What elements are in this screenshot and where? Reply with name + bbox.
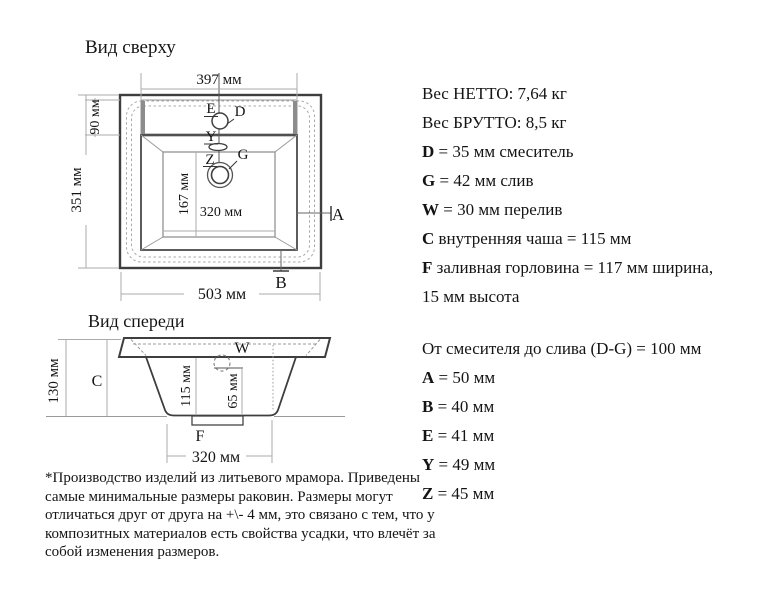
spec-key: Z — [422, 484, 434, 503]
spec-key: D — [422, 142, 435, 161]
spec-key: B — [422, 397, 434, 416]
spec-text: = 41 мм — [433, 426, 495, 445]
spec-text: 15 мм высота — [422, 287, 520, 306]
spec-text: = 49 мм — [434, 455, 496, 474]
spec-key: F — [422, 258, 433, 277]
label-d: D — [234, 104, 246, 120]
spec-line-dg-distance — [422, 334, 757, 363]
dim-bottom-width: 320 мм — [191, 449, 241, 466]
spec-line-e — [422, 421, 757, 450]
front-view-diagram — [35, 333, 350, 468]
spec-text: Вес БРУТТО: 8,5 кг — [422, 113, 567, 132]
spec-text: = 42 мм слив — [435, 171, 534, 190]
spec-list — [422, 79, 757, 508]
label-g: G — [237, 147, 249, 163]
spec-key: W — [422, 200, 439, 219]
label-f: F — [195, 428, 205, 445]
top-view-title: Вид сверху — [85, 37, 176, 58]
dim-deck-depth: 90 мм — [88, 99, 103, 135]
spec-line-y — [422, 450, 757, 479]
spec-key: Y — [422, 455, 435, 474]
front-view-title: Вид спереди — [88, 311, 185, 331]
dim-inner-depth: 115 мм — [179, 365, 194, 407]
front-view-outline — [119, 338, 330, 425]
dim-overflow-depth: 65 мм — [226, 373, 241, 409]
spec-line-d — [422, 137, 757, 166]
label-e: E — [206, 101, 216, 117]
label-c: C — [91, 373, 103, 390]
spec-key: G — [422, 171, 436, 190]
spec-text: = 45 мм — [433, 484, 495, 503]
spec-line-w — [422, 195, 757, 224]
label-b: B — [275, 273, 287, 292]
spec-line-f-height — [422, 282, 757, 311]
dim-height-total: 351 мм — [69, 167, 85, 213]
spec-text: От смесителя до слива (D-G) = 100 мм — [422, 339, 702, 358]
spec-line-g — [422, 166, 757, 195]
label-a: A — [331, 205, 345, 224]
spec-text: Вес НЕТТО: 7,64 кг — [422, 84, 567, 103]
spec-line-c — [422, 224, 757, 253]
dim-width-top: 397 мм — [196, 72, 242, 88]
dim-height-total: 130 мм — [46, 358, 62, 404]
spec-line-net-weight — [422, 79, 757, 108]
spec-key: A — [422, 368, 435, 387]
spec-key: E — [422, 426, 434, 445]
spec-line-a — [422, 363, 757, 392]
top-view-diagram — [40, 60, 355, 306]
spec-line-b — [422, 392, 757, 421]
dim-basin-depth: 167 мм — [177, 172, 192, 216]
dim-basin-width: 320 мм — [199, 205, 243, 220]
footnote: *Производство изделий из литьевого мрамора. Приведены самые минимальные размеры раковин. Размеры могут отличаться друг от друга на +\- 4 мм, это связано с тем, что у композитных материалов есть свойства усадки, что влечёт за собой изменения размеров. — [45, 470, 436, 561]
spec-text: = 50 мм — [434, 368, 496, 387]
label-z: Z — [205, 152, 215, 168]
spec-line-f — [422, 253, 757, 282]
dim-width-bottom: 503 мм — [197, 286, 247, 303]
spec-line-z — [422, 479, 757, 508]
spec-text: = 30 мм перелив — [439, 200, 563, 219]
spec-text: заливная горловина = 117 мм ширина, — [432, 258, 714, 277]
spec-text: внутренняя чаша = 115 мм — [434, 229, 632, 248]
spec-text: = 40 мм — [433, 397, 495, 416]
drain-fitting — [192, 416, 243, 425]
label-y: Y — [205, 129, 217, 145]
spec-line-gross-weight — [422, 108, 757, 137]
spec-text: = 35 мм смеситель — [434, 142, 574, 161]
spec-key: C — [422, 229, 435, 248]
label-w: W — [234, 340, 250, 357]
